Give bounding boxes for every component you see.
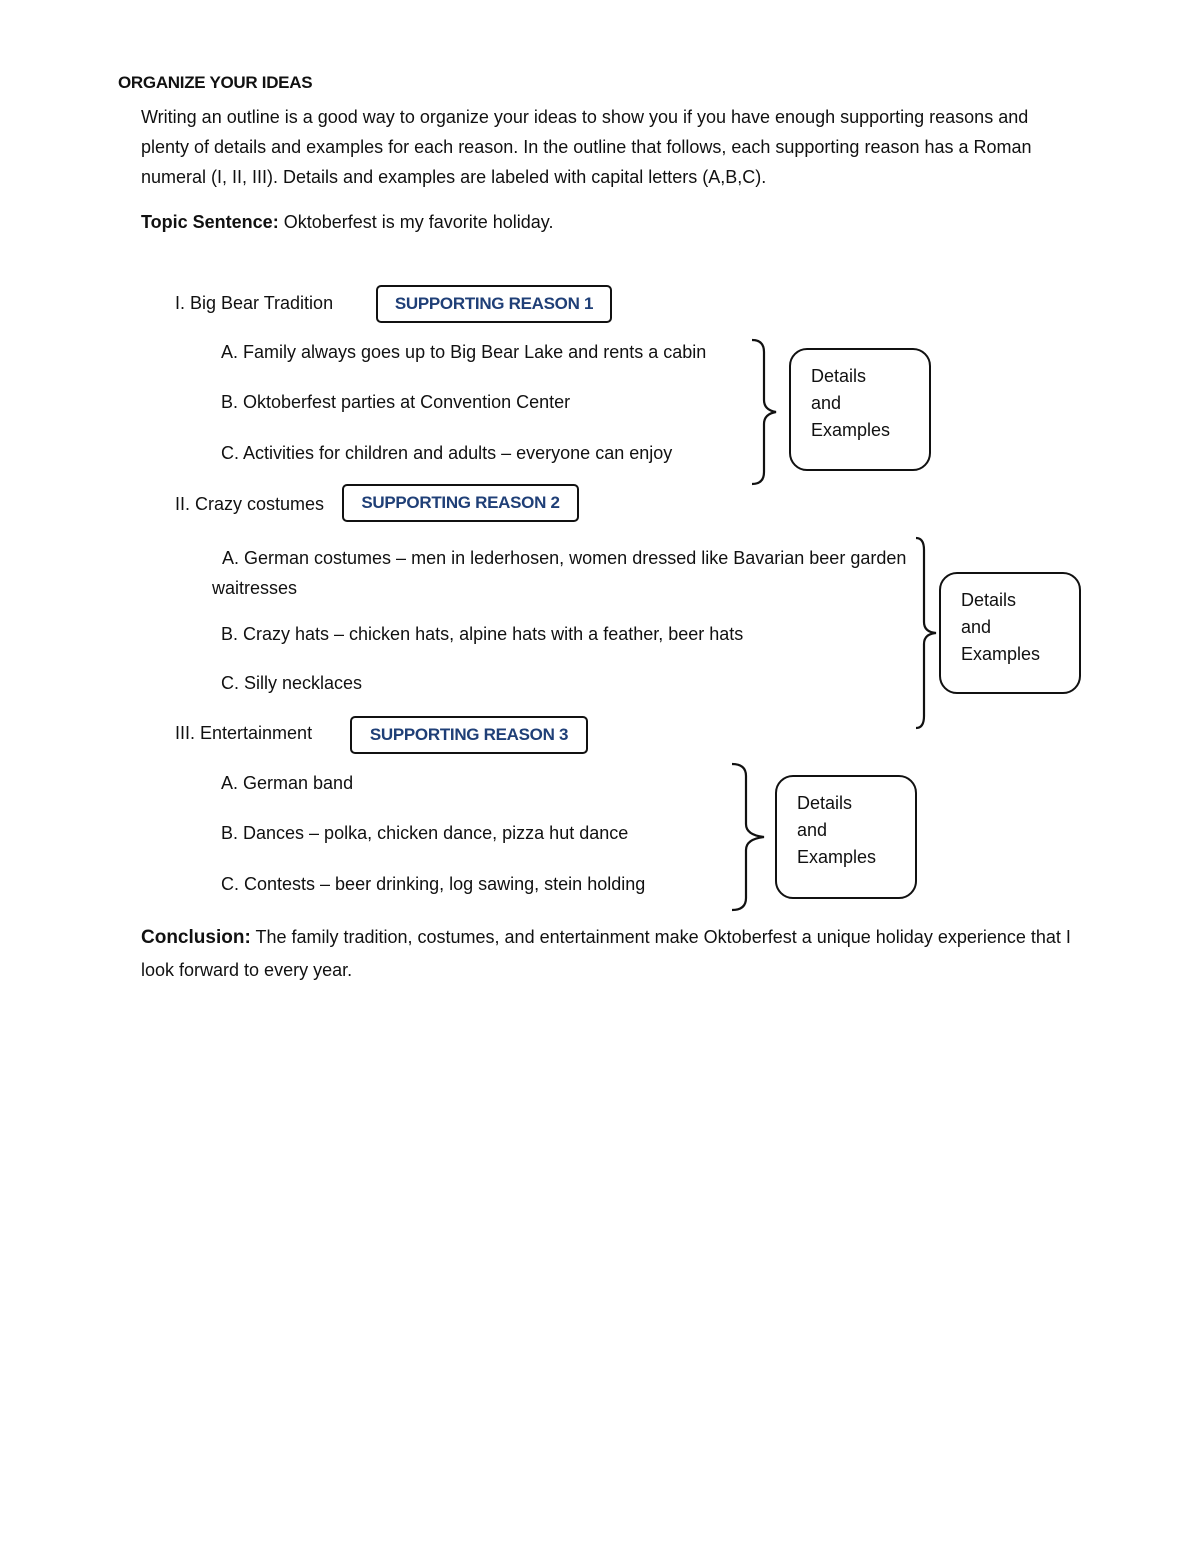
reason-3-label: III. Entertainment: [175, 723, 313, 743]
brace-3: [728, 762, 770, 912]
supporting-reason-1-tag: SUPPORTING REASON 1: [394, 294, 594, 313]
details-box-1: [789, 348, 931, 471]
reason-1-label: I. Big Bear Tradition: [175, 293, 334, 313]
supporting-reason-3-tag: SUPPORTING REASON 3: [369, 725, 569, 744]
details-box-3-line2: and: [797, 820, 828, 840]
reason-2-label: II. Crazy costumes: [175, 494, 325, 514]
details-box-1-line2: and: [811, 393, 842, 413]
details-box-3-line1: Details: [797, 793, 853, 813]
conclusion-paragraph: [141, 921, 1071, 986]
details-box-2: [939, 572, 1081, 694]
supporting-reason-2-box: [342, 484, 579, 522]
topic-sentence: [141, 212, 553, 233]
details-box-3: [775, 775, 917, 899]
details-box-2-line2: and: [961, 617, 992, 637]
supporting-reason-3-box: [350, 716, 588, 754]
reason-3-item-c: C. Contests – beer drinking, log sawing, stein holding: [221, 874, 646, 894]
reason-2-item-a: A. German costumes – men in lederhosen, women dressed like Bavarian beer garden waitresses: [212, 548, 907, 598]
reason-3-item-a: A. German band: [221, 773, 354, 793]
reason-1-item-b: B. Oktoberfest parties at Convention Center: [221, 392, 571, 412]
page-heading: ORGANIZE YOUR IDEAS: [118, 73, 313, 92]
details-box-1-line3: Examples: [811, 420, 891, 440]
reason-2-item-c: C. Silly necklaces: [221, 673, 363, 693]
reason-2-item-b: B. Crazy hats – chicken hats, alpine hats with a feather, beer hats: [221, 624, 744, 644]
details-box-2-line3: Examples: [961, 644, 1041, 664]
topic-label: Topic Sentence:: [141, 212, 279, 232]
details-box-2-line1: Details: [961, 590, 1017, 610]
conclusion-label: Conclusion:: [141, 927, 251, 948]
supporting-reason-1-box: [376, 285, 612, 323]
intro-text: Writing an outline is a good way to organize your ideas to show you if you have enough supporting reasons and plenty of details and examples for each reason. In the outline that follows, each supporting reason has a Roman numeral (I, II, III). Details and examples are labeled with capital letters (A,B,C).: [141, 107, 1032, 187]
intro-paragraph: [141, 102, 1071, 192]
details-box-3-line3: Examples: [797, 847, 877, 867]
topic-text: Oktoberfest is my favorite holiday.: [278, 212, 554, 232]
reason-1-item-c: C. Activities for children and adults – everyone can enjoy: [221, 443, 673, 463]
brace-1: [748, 338, 782, 486]
details-box-1-line1: Details: [811, 366, 867, 386]
supporting-reason-2-tag: SUPPORTING REASON 2: [361, 493, 560, 512]
reason-1-item-a: A. Family always goes up to Big Bear Lake and rents a cabin: [221, 342, 707, 362]
reason-3-item-b: B. Dances – polka, chicken dance, pizza hut dance: [221, 823, 629, 843]
conclusion-text: The family tradition, costumes, and entertainment make Oktoberfest a unique holiday experience that I look forward to every year.: [141, 927, 1071, 980]
